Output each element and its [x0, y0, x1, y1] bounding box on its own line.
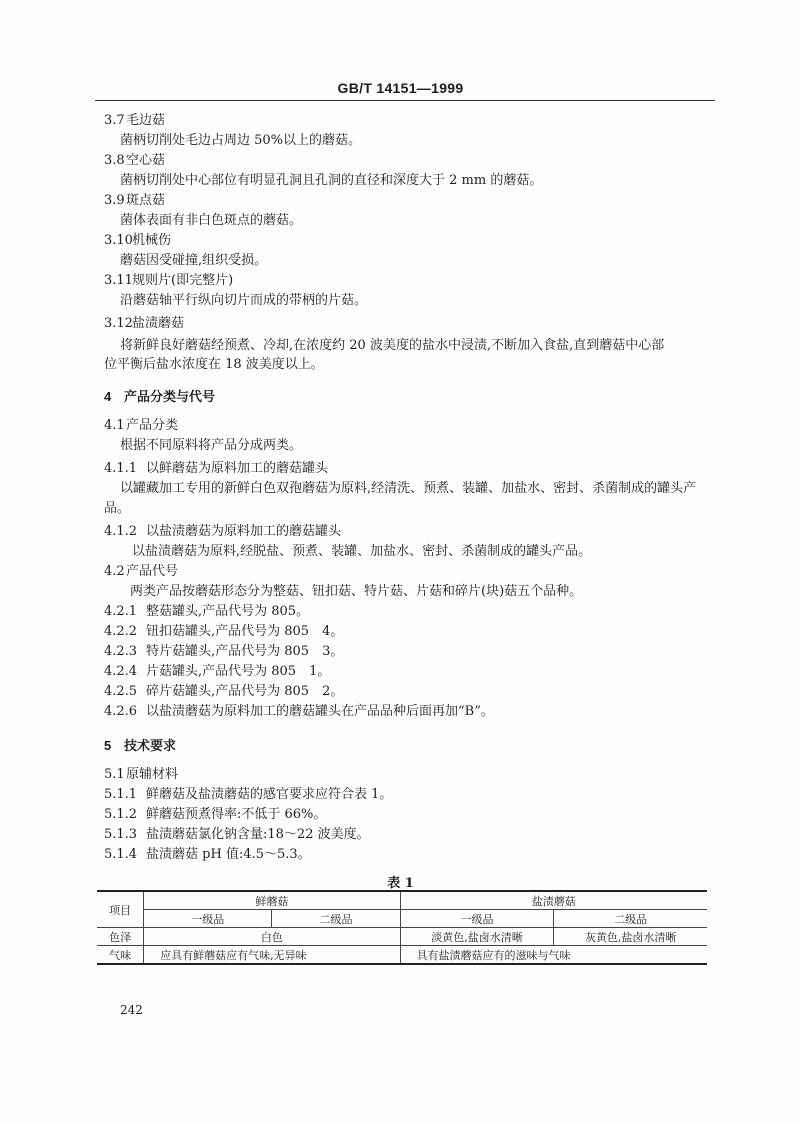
table-caption: 表 1 [387, 876, 414, 891]
text-line [104, 703, 494, 720]
line-text: 毛边菇 [126, 113, 166, 128]
table-group-fresh: 鲜蘑菇 [144, 891, 400, 910]
cell-salted1-color: 淡黄色,盐卤水清晰 [400, 928, 554, 946]
table-salted-grade1: 一级品 [400, 910, 554, 928]
text-line [120, 172, 542, 189]
text-line [104, 523, 341, 540]
line-text: 片菇罐头,产品代号为 805 1。 [146, 664, 331, 679]
table-header-row [97, 891, 707, 910]
line-text: 盐渍蘑菇 pH 值:4.5～5.3。 [146, 847, 311, 862]
clause-number: 5.1.2 [104, 807, 138, 822]
clause-number: 4.1 [104, 418, 125, 433]
text-line [104, 683, 343, 700]
text-line [120, 252, 267, 269]
text-line [104, 417, 178, 434]
table-1 [97, 890, 707, 965]
clause-number: 4.2.3 [104, 644, 138, 659]
table-grade-row [97, 910, 707, 928]
line-text: 特片菇罐头,产品代号为 805 3。 [146, 644, 344, 659]
clause-number: 5.1 [104, 767, 125, 782]
text-line [104, 766, 178, 783]
text-line [120, 337, 664, 354]
line-text: 碎片菇罐头,产品代号为 805 2。 [146, 684, 344, 699]
line-text: 位平衡后盐水浓度在 18 波美度以上。 [104, 357, 324, 372]
text-line [120, 437, 302, 454]
line-text: 盐渍蘑菇 [132, 316, 185, 331]
line-text: 产品分类 [126, 418, 179, 433]
text-line [104, 826, 370, 843]
clause-number: 3.11 [104, 273, 133, 288]
table-salted-grade2: 二级品 [554, 910, 707, 928]
table-col-item: 项目 [97, 891, 144, 928]
line-text: 空心菇 [126, 153, 166, 168]
line-text: 鲜蘑菇及盐渍蘑菇的感官要求应符合表 1。 [146, 787, 393, 802]
line-text: 以鲜蘑菇为原料加工的蘑菇罐头 [146, 461, 329, 476]
text-line [104, 272, 233, 289]
line-text: 品。 [104, 501, 131, 516]
line-text: 产品分类与代号 [124, 389, 216, 404]
text-line [120, 132, 361, 149]
line-text: 斑点菇 [126, 193, 166, 208]
line-text: 根据不同原料将产品分成两类。 [120, 438, 303, 453]
line-text: 机械伤 [132, 233, 172, 248]
cell-salted-smell: 具有盐渍蘑菇应有的滋味与气味 [400, 946, 707, 965]
line-text: 蘑菇因受碰撞,组织受损。 [120, 253, 268, 268]
line-text: 菌体表面有非白色斑点的蘑菇。 [120, 213, 303, 228]
text-line [104, 500, 130, 517]
line-text: 技术要求 [124, 738, 177, 753]
table-group-salted: 盐渍蘑菇 [400, 891, 707, 910]
cell-salted2-color: 灰黄色,盐卤水清晰 [554, 928, 707, 946]
cell-fresh-smell: 应具有鲜蘑菇应有气味,无异味 [144, 946, 400, 965]
line-text: 规则片(即完整片) [132, 273, 234, 288]
clause-number: 3.12 [104, 316, 133, 331]
text-line [104, 315, 184, 332]
clause-number: 4 [104, 389, 112, 404]
page-number: 242 [120, 1003, 143, 1017]
text-line [104, 643, 343, 660]
text-line [120, 212, 302, 229]
text-line [104, 152, 165, 169]
line-text: 菌柄切削处毛边占周边 50%以上的蘑菇。 [120, 133, 362, 148]
clause-number: 4.1.2 [104, 524, 138, 539]
line-text: 菌柄切削处中心部位有明显孔洞且孔洞的直径和深度大于 2 mm 的蘑菇。 [120, 173, 543, 188]
text-line [104, 563, 178, 580]
row-label-smell: 气味 [97, 946, 144, 965]
line-text: 盐渍蘑菇氯化钠含量:18～22 波美度。 [146, 827, 370, 842]
table-fresh-grade1: 一级品 [144, 910, 272, 928]
text-line [104, 737, 176, 755]
cell-fresh-color: 白色 [144, 928, 400, 946]
text-line [132, 543, 591, 560]
line-text: 产品代号 [126, 564, 179, 579]
line-text: 两类产品按蘑菇形态分为整菇、钮扣菇、特片菇、片菇和碎片(块)菇五个品种。 [130, 584, 583, 599]
line-text: 以罐藏加工专用的新鲜白色双孢蘑菇为原料,经清洗、预煮、装罐、加盐水、密封、杀菌制成的罐头产 [120, 481, 697, 496]
line-text: 以盐渍蘑菇为原料,经脱盐、预煮、装罐、加盐水、密封、杀菌制成的罐头产品。 [132, 544, 592, 559]
line-text: 沿蘑菇轴平行纵向切片而成的带柄的片菇。 [120, 293, 368, 308]
clause-number: 3.8 [104, 153, 125, 168]
text-line [104, 603, 309, 620]
line-text: 以盐渍蘑菇为原料加工的蘑菇罐头在产品品种后面再加“B”。 [146, 704, 494, 719]
line-text: 以盐渍蘑菇为原料加工的蘑菇罐头 [146, 524, 342, 539]
text-line [104, 232, 171, 249]
text-line [104, 356, 324, 373]
clause-number: 4.2.2 [104, 624, 138, 639]
clause-number: 5.1.1 [104, 787, 138, 802]
clause-number: 5.1.3 [104, 827, 138, 842]
clause-number: 3.9 [104, 193, 125, 208]
text-line [104, 846, 311, 863]
clause-number: 4.2.1 [104, 604, 138, 619]
clause-number: 3.7 [104, 113, 125, 128]
text-line [104, 623, 343, 640]
clause-number: 4.1.1 [104, 461, 138, 476]
text-line [130, 583, 582, 600]
text-line [104, 460, 328, 477]
line-text: 将新鲜良好蘑菇经预煮、冷却,在浓度约 20 波美度的盐水中浸渍,不断加入食盐,直到蘑菇中心部 [120, 338, 665, 353]
header-rule [95, 100, 715, 101]
text-line [104, 388, 215, 406]
table-fresh-grade2: 二级品 [272, 910, 400, 928]
text-line [104, 663, 330, 680]
line-text: 鲜蘑菇预煮得率:不低于 66%。 [146, 807, 327, 822]
text-line [104, 112, 165, 129]
line-text: 钮扣菇罐头,产品代号为 805 4。 [146, 624, 344, 639]
text-line [104, 192, 165, 209]
text-line [104, 806, 326, 823]
text-line [120, 292, 367, 309]
clause-number: 4.2.4 [104, 664, 138, 679]
clause-number: 4.2 [104, 564, 125, 579]
table-row [97, 946, 707, 965]
row-label-color: 色泽 [97, 928, 144, 946]
text-line [120, 480, 696, 497]
clause-number: 5.1.4 [104, 847, 138, 862]
clause-number: 5 [104, 738, 112, 753]
text-line [104, 786, 392, 803]
page-header: GB/T 14151—1999 [337, 80, 464, 96]
line-text: 原辅材料 [126, 767, 179, 782]
clause-number: 4.2.5 [104, 684, 138, 699]
clause-number: 3.10 [104, 233, 133, 248]
clause-number: 4.2.6 [104, 704, 138, 719]
line-text: 整菇罐头,产品代号为 805。 [146, 604, 310, 619]
table-row [97, 928, 707, 946]
